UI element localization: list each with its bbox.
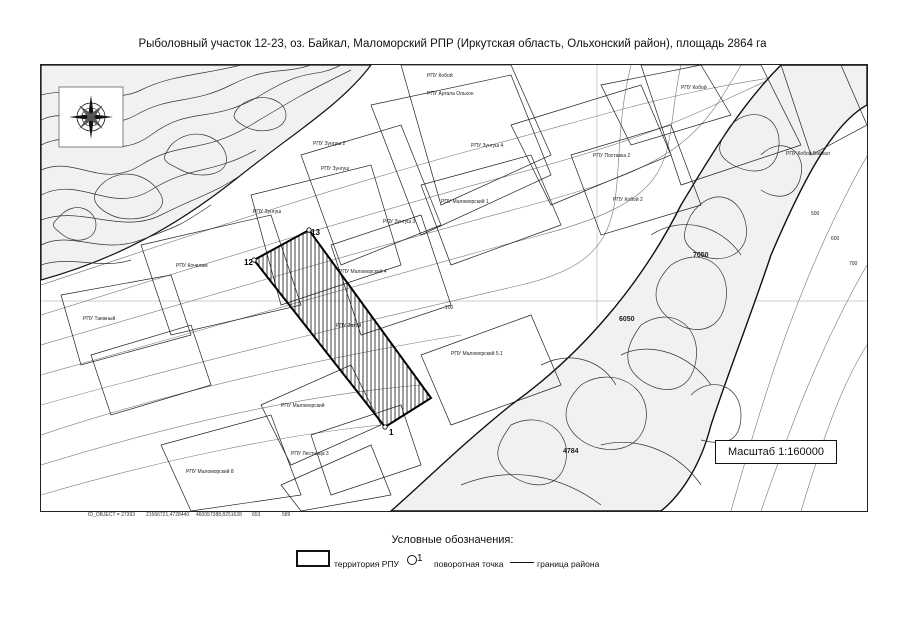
zone-label: РПУ Аргала Ольхон <box>427 91 474 97</box>
map-title: Рыболовный участок 12-23, оз. Байкал, Маломорский РПР (Иркутская область, Ольхонский район), площадь 2864 га <box>138 38 767 50</box>
compass-rose-icon <box>59 87 123 147</box>
zone-label: РПУ Лестница 3 <box>291 451 329 457</box>
contour-label: 100 <box>445 305 454 311</box>
contour-label: 7050 <box>693 252 709 259</box>
contour-label: 4784 <box>563 448 579 455</box>
contour-label: 500 <box>811 211 820 217</box>
meta-field: ID_OBJECT = 27393 <box>88 512 136 518</box>
zone-label: РПУ Поставка 2 <box>593 153 631 159</box>
legend-point-number: 1 <box>417 553 423 564</box>
zone-label: РПУ Захой <box>336 323 362 329</box>
vertex-label: 1 <box>389 428 394 437</box>
meta-field: 653 <box>252 512 261 518</box>
legend-border-line-icon <box>510 562 534 563</box>
meta-field: 460057388,8251628 <box>196 512 242 518</box>
zone-label: РПУ Зунгуш 4 <box>471 143 504 149</box>
zone-label: РПУ Маломорский 8 <box>186 469 234 475</box>
turning-point-1 <box>383 425 387 429</box>
zone-label: РПУ Кочилим <box>176 263 208 269</box>
contour-label: 700 <box>849 261 858 267</box>
legend-territory-swatch <box>296 550 330 567</box>
zone-label: РПУ Кобой 2 <box>613 197 643 203</box>
zone-label: РПУ Маломорский 4 <box>339 269 387 275</box>
legend <box>296 548 626 572</box>
vertex-label: 12 <box>244 258 253 267</box>
contour-label: 6050 <box>619 316 635 323</box>
legend-point-icon <box>407 555 417 565</box>
zone-label: РПУ Зунгуш 2 <box>313 141 346 147</box>
legend-title: Условные обозначения: <box>391 534 514 546</box>
scale-label: Масштаб 1:160000 <box>715 440 837 464</box>
meta-field: 21566721,4728440 <box>146 512 190 518</box>
zone-label: РПУ Кобой <box>427 73 453 79</box>
zone-label: РПУ Кобой Байкал <box>786 151 830 157</box>
zone-label: РПУ Зунгуш <box>253 209 282 215</box>
vertex-label: 13 <box>311 228 320 237</box>
zone-label: РПУ Таежный <box>83 316 116 322</box>
contour-label: 600 <box>831 236 840 242</box>
zone-label: РПУ Кобой <box>681 85 707 91</box>
zone-label: РПУ Маломорский 1 <box>441 199 489 205</box>
zone-label: РПУ Зунгуш 3 <box>383 219 416 225</box>
legend-point-label: поворотная точка <box>434 559 504 569</box>
legend-territory-label: территория РПУ <box>334 559 399 569</box>
meta-field: 589 <box>282 512 291 518</box>
legend-border-label: граница района <box>537 559 600 569</box>
zone-label: РПУ Зунгуш <box>321 166 350 172</box>
zone-label: РПУ Маломорский 5.1 <box>451 351 503 357</box>
zone-label: РПУ Маломорский <box>281 403 325 409</box>
